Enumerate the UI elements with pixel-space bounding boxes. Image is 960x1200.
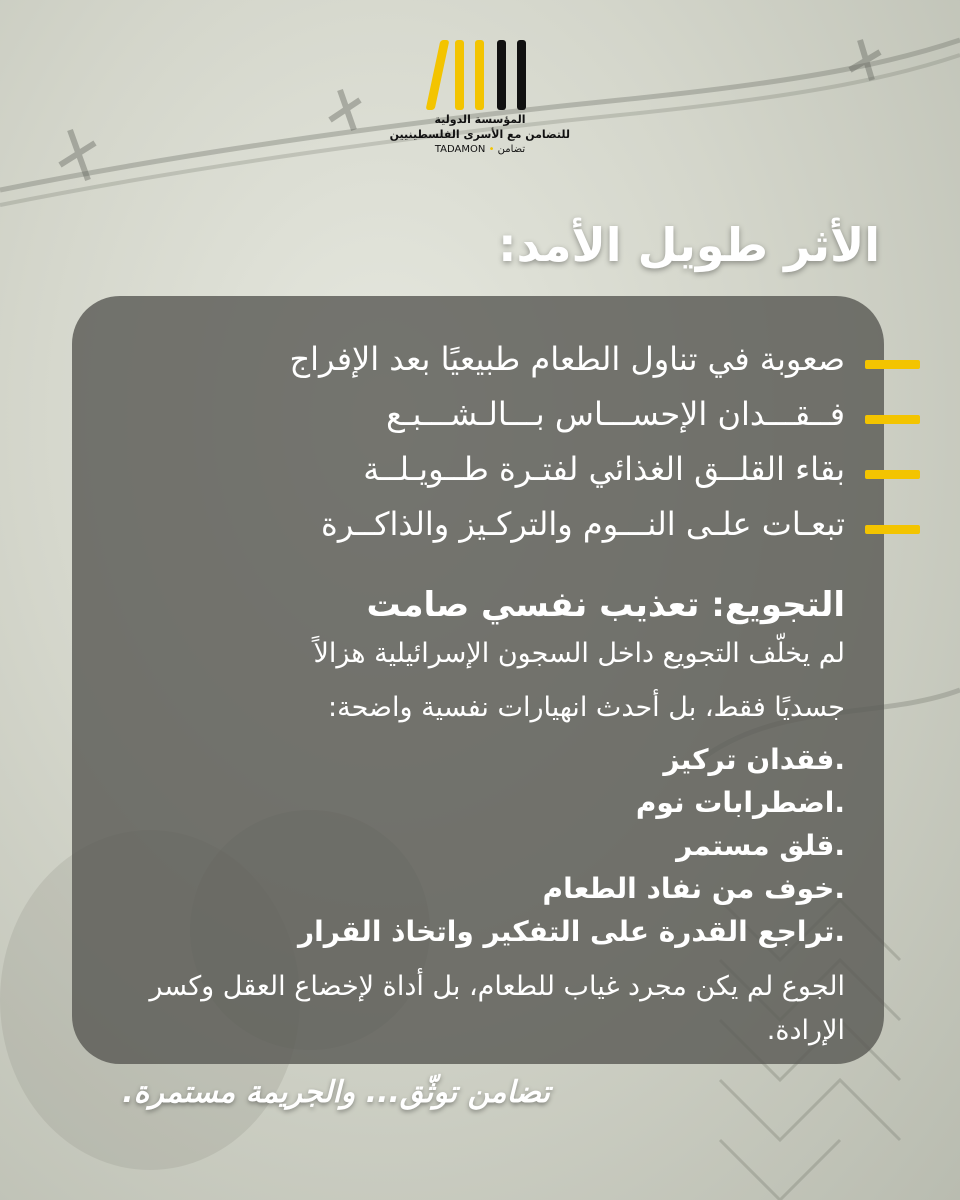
bullet-list [120,338,920,558]
dot-item: .خوف من نفاد الطعام [542,872,845,905]
page-title: الأثر طويل الأمد: [498,218,880,272]
paragraph-line1: لم يخلّف التجويع داخل السجون الإسرائيلية هزالاً [313,638,845,669]
bullet-dash-icon [865,415,920,424]
logo-org-line1: المؤسسة الدولية [434,113,526,126]
bullet-dash-icon [865,360,920,369]
paragraph-line2: جسديًا فقط، بل أحدث انهيارات نفسية واضحة: [328,692,845,723]
logo-brand-en: TADAMON [434,144,486,155]
bullet-item [120,393,920,448]
dot-list [298,738,845,953]
tagline: تضامن توثّق... والجريمة مستمرة. [122,1075,550,1110]
dot-item: .اضطرابات نوم [635,786,845,819]
dot-item: .تراجع القدرة على التفكير واتخاذ القرار [298,915,845,948]
bullet-item [120,338,920,393]
dot-item: .قلق مستمر [676,829,845,862]
logo-brand: تضامن • TADAMON [434,144,526,155]
bullet-text: تبعـات علـى النـــوم والتركـيز والذاكــرة [321,505,845,543]
bullet-dash-icon [865,525,920,534]
bullet-text: فــقـــدان الإحســـاس بـــالـشـــبـع [386,395,845,433]
section-subheading: التجويع: تعذيب نفسي صامت [366,585,845,625]
logo-bars-icon [425,40,535,112]
logo-brand-ar: تضامن [497,144,526,155]
bullet-item [120,448,920,503]
dot-item: .فقدان تركيز [663,743,845,776]
logo [390,40,570,180]
bullet-text: بقاء القلــق الغذائي لفتـرة طــويـلــة [363,450,845,488]
closing-text: الجوع لم يكن مجرد غياب للطعام، بل أداة لإخضاع العقل وكسر الإرادة. [149,971,845,1046]
bullet-item [120,503,920,558]
logo-org-line2: للتضامن مع الأسرى الفلسطينيين [389,128,570,141]
bullet-text: صعوبة في تناول الطعام طبيعيًا بعد الإفراج [289,340,845,378]
bullet-dash-icon [865,470,920,479]
